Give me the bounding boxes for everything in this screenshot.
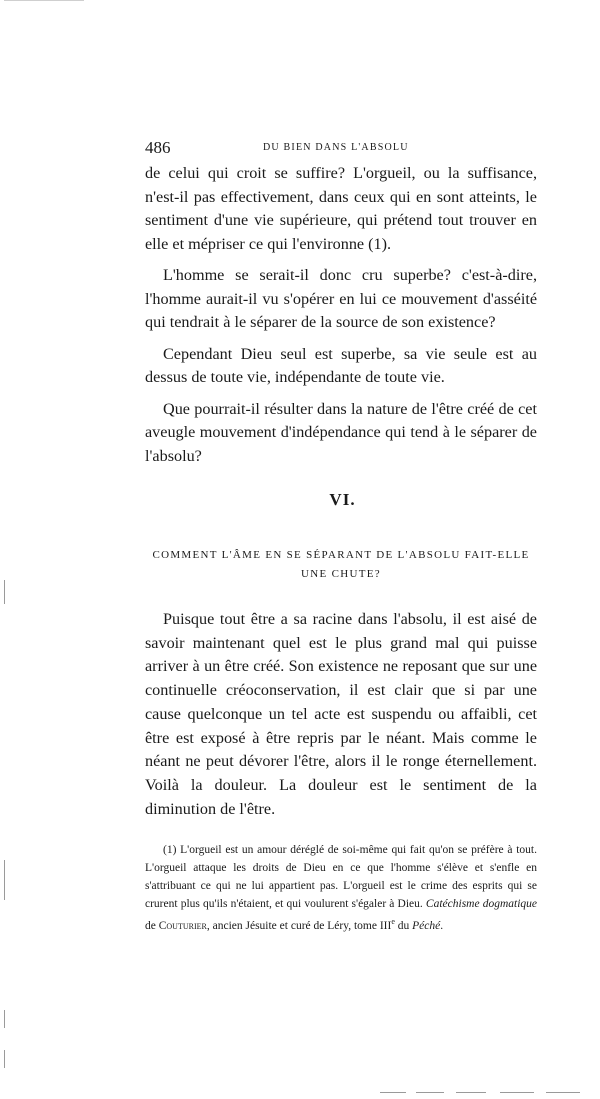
scan-mark-bottom-4 [500, 1092, 534, 1093]
scan-mark-top [4, 0, 84, 1]
scan-mark-left-3 [4, 1010, 5, 1028]
intro-text [145, 162, 537, 468]
running-head [145, 138, 537, 158]
scan-mark-bottom-1 [380, 1092, 406, 1093]
footnote-author-desc: , ancien Jésuite et curé de Léry, tome III [206, 920, 392, 933]
section-number: VI. [329, 490, 356, 509]
footnote-text: (1) L'orgueil est un amour déréglé de soi-même qui fait qu'on se préfère à tout. L'orgueil attaque les droits de Dieu en ce que l'homme s'élève et s'enfle en s'attribuant ce qui ne lui appartient pas. L'orgueil est le crime des esprits qui se crurent plus qu'ils n'étaient, et qui voulurent s'égaler à Dieu. [145, 844, 537, 911]
section-title: COMMENT L'ÂME EN SE SÉPARANT DE L'ABSOLU FAIT-ELLE UNE CHUTE? [152, 549, 530, 580]
paragraph-2: L'homme se serait-il donc cru superbe? c'est-à-dire, l'homme aurait-il vu s'opérer en lui ce mouvement d'asséité qui tendrait à le séparer de la source de son existence? [145, 266, 537, 331]
footnote-du: du [394, 920, 413, 933]
running-title: DU BIEN DANS L'ABSOLU [263, 142, 409, 153]
footnote-author: Couturier [158, 920, 207, 933]
footnote-of: de [145, 920, 156, 933]
scan-mark-bottom-3 [456, 1092, 486, 1093]
footnote-volume-title: Péché [412, 920, 441, 933]
footnote-work-title: Catéchisme dogmatique [425, 898, 538, 911]
scan-mark-bottom-5 [546, 1092, 580, 1093]
paragraph-3: Cependant Dieu seul est superbe, sa vie seule est au dessus de toute vie, indépendante de toute vie. [145, 344, 537, 386]
footnote [145, 841, 537, 935]
section-body [145, 608, 537, 821]
paragraph-4: Que pourrait-il résulter dans la nature de l'être créé de cet aveugle mouvement d'indépendance qui tend à le séparer de l'absolu? [145, 399, 537, 465]
scan-mark-bottom-2 [416, 1092, 444, 1093]
section-paragraph: Puisque tout être a sa racine dans l'absolu, il est aisé de savoir maintenant quel est le plus grand mal qui puisse arriver à un être créé. Son existence ne reposant que sur une continuelle créoconservation, il est clair que si par une cause quelconque un tel acte est suspendu ou affaibli, cet être est exposé à être repris par le néant. Mais comme le néant ne peut dévorer l'être, alors il le ronge éternellement. Voilà la douleur. La douleur est le sentiment de la diminution de l'être. [145, 610, 537, 818]
scan-mark-left-4 [4, 1050, 5, 1068]
book-page [145, 138, 537, 935]
footnote-end: . [440, 920, 444, 933]
scan-mark-left-1 [4, 580, 5, 604]
footnote-superscript: e [391, 917, 395, 927]
footnote-paragraph [145, 841, 537, 935]
scan-mark-left-2 [4, 860, 5, 900]
page-number: 486 [145, 138, 171, 157]
paragraph-1: de celui qui croit se suffire? L'orgueil, ou la suffisance, n'est-il pas effectivement, dans ceux qui en sont atteints, le sentiment d'une vie supérieure, qui prétend tout trouver en elle et mépriser ce qui l'environne (1). [145, 164, 537, 253]
